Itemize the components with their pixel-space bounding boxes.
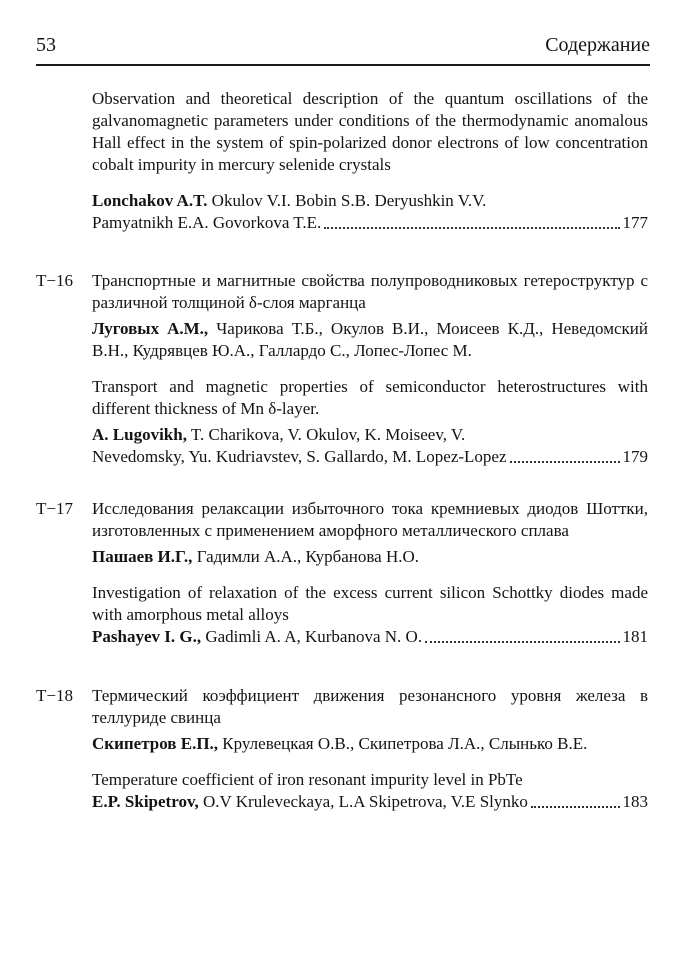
entry-title-en: Temperature coefficient of iron resonant impurity level in PbTe <box>92 770 523 789</box>
page-ref: 181 <box>622 627 648 646</box>
entry-authors-en <box>92 190 648 212</box>
lead-author: E.P. Skipetrov, <box>92 792 199 811</box>
entry-title-en: Observation and theoretical description of the quantum oscillations of the galvanomagnetic parameters under conditions of the thermodynamic anomalous Hall effect in the system of spin-polarized donor electrons of low concentration cobalt impurity in mercury selenide crystals <box>92 89 648 174</box>
dot-leader <box>510 461 620 463</box>
lead-author: Луговых А.М., <box>92 319 209 338</box>
entry-title-en: Investigation of relaxation of the excess current silicon Schottky diodes made with amorphous metal alloys <box>92 583 648 624</box>
entry-title-en: Transport and magnetic properties of semiconductor heterostructures with different thickness of Mn δ-layer. <box>92 377 648 418</box>
entry-code: T−18 <box>36 686 73 705</box>
lead-author: Pashayev I. G., <box>92 627 202 646</box>
page-ref: 183 <box>622 792 648 811</box>
entry-authors-ru <box>92 546 648 568</box>
entry-code: T−16 <box>36 271 73 290</box>
lead-author: Lonchakov A.T. <box>92 191 208 210</box>
entry-authors-en <box>92 424 648 446</box>
dot-leader <box>531 806 620 808</box>
page-ref: 179 <box>622 447 648 466</box>
co-authors: Крулевецкая О.В., Скипетрова Л.А., Слынько В.Е. <box>218 734 588 753</box>
entry-authors-en <box>92 791 528 813</box>
page-header <box>36 30 650 66</box>
lead-author: A. Lugovikh, <box>92 425 187 444</box>
page-number: 53 <box>36 34 56 56</box>
entry-authors-ru <box>92 318 648 362</box>
co-authors: Gadimli A. A, Kurbanova N. O. <box>201 627 423 646</box>
co-authors-cont: Nevedomsky, Yu. Kudriavstev, S. Gallardo, M. Lopez-Lopez <box>92 447 507 466</box>
page-reference-line <box>92 212 648 234</box>
entry-authors-en <box>92 626 422 648</box>
lead-author: Скипетров Е.П., <box>92 734 219 753</box>
co-authors: Чарикова Т.Б., Окулов В.И., Моисеев К.Д., Неведомский В.Н., Кудрявцев Ю.А., Галлардо С., Лопес-Лопес М. <box>92 319 648 360</box>
dot-leader <box>324 227 619 229</box>
co-authors: Гадимли А.А., Курбанова Н.О. <box>192 547 420 566</box>
entry-title-ru: Исследования релаксации избыточного тока кремниевых диодов Шоттки, изготовленных с применением аморфного металлического сплава <box>92 499 648 540</box>
co-authors: O.V Kruleveckaya, L.A Skipetrova, V.E Slynko <box>198 792 528 811</box>
entry-title-ru: Транспортные и магнитные свойства полупроводниковых гетероструктур с различной толщиной δ-слоя марганца <box>92 271 648 312</box>
co-authors: Okulov V.I. Bobin S.B. Deryushkin V.V. <box>207 191 487 210</box>
section-title: Содержание <box>545 34 650 56</box>
entry-title-ru: Термический коэффициент движения резонансного уровня железа в теллуриде свинца <box>92 686 648 727</box>
entry-code: T−17 <box>36 499 73 518</box>
dot-leader <box>425 641 619 643</box>
page-reference-line <box>92 626 648 648</box>
page-reference-line <box>92 791 648 813</box>
lead-author: Пашаев И.Г., <box>92 547 193 566</box>
page-reference-line <box>92 446 648 468</box>
co-authors-cont: Pamyatnikh E.A. Govorkova T.E. <box>92 213 322 232</box>
co-authors: T. Charikova, V. Okulov, K. Moiseev, V. <box>186 425 466 444</box>
entry-authors-ru <box>92 733 648 755</box>
page-ref: 177 <box>622 213 648 232</box>
